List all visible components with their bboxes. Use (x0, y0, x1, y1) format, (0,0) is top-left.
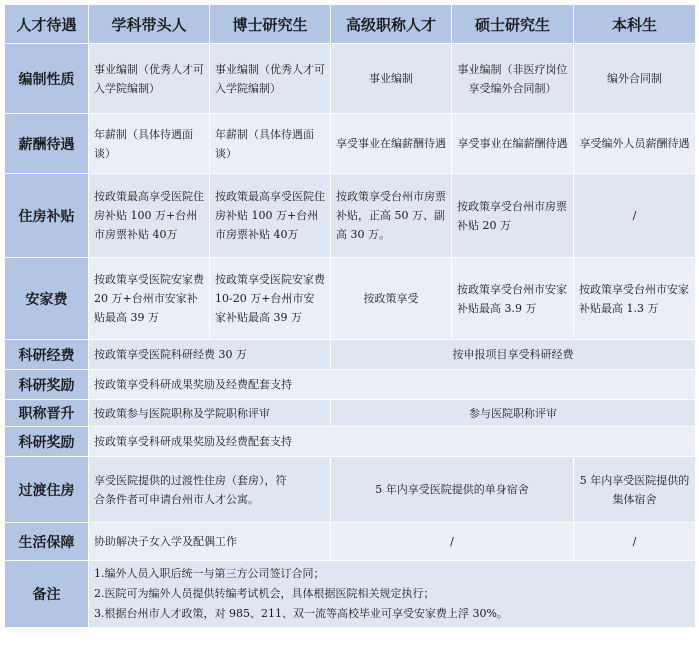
row-label-living-support: 生活保障 (5, 523, 89, 561)
cell-research-funding-leader-phd: 按政策享受医院科研经费 30 万 (89, 340, 331, 370)
cell-establishment-senior: 事业编制 (331, 44, 452, 114)
cell-housing-bachelor: / (574, 174, 696, 258)
remark-line-3: 3.根据台州市人才政策，对 985、211、双一流等高校毕业可享受安家费上浮 30%。 (94, 607, 508, 620)
cell-salary-senior: 享受事业在编薪酬待遇 (331, 114, 452, 174)
cell-settlement-bachelor: 按政策享受台州市安家补贴最高 1.3 万 (574, 258, 696, 340)
cell-settlement-leader: 按政策享受医院安家费 20 万+台州市安家补贴最高 39 万 (89, 258, 210, 340)
cell-title-promotion-leader-phd: 按政策参与医院职称及学院职称评审 (89, 400, 331, 427)
cell-settlement-phd: 按政策享受医院安家费 10-20 万+台州市安家补贴最高 39 万 (210, 258, 331, 340)
cell-establishment-leader: 事业编制（优秀人才可入学院编制） (89, 44, 210, 114)
row-housing-subsidy (5, 174, 696, 258)
row-label-transitional-housing: 过渡住房 (5, 457, 89, 523)
row-label-research-reward-2: 科研奖励 (5, 427, 89, 457)
cell-research-reward-1: 按政策享受科研成果奖励及经费配套支持 (89, 370, 696, 400)
row-label-settlement: 安家费 (5, 258, 89, 340)
header-row (5, 5, 696, 44)
row-remarks (5, 561, 696, 628)
row-establishment (5, 44, 696, 114)
row-research-funding (5, 340, 696, 370)
row-research-reward-1 (5, 370, 696, 400)
cell-housing-phd: 按政策最高享受医院住房补贴 100 万+台州市房票补贴 40万 (210, 174, 331, 258)
cell-transitional-housing-senior-master: 5 年内享受医院提供的单身宿舍 (331, 457, 574, 523)
cell-salary-phd: 年薪制（具体待遇面谈） (210, 114, 331, 174)
cell-salary-bachelor: 享受编外人员薪酬待遇 (574, 114, 696, 174)
row-label-title-promotion: 职称晋升 (5, 400, 89, 427)
cell-transitional-housing-leader-phd: 享受医院提供的过渡性住房（套房），符合条件者可申请台州市人才公寓。 (89, 457, 331, 523)
cell-remarks (89, 561, 696, 628)
header-cell-phd: 博士研究生 (210, 5, 331, 44)
row-label-establishment: 编制性质 (5, 44, 89, 114)
row-settlement (5, 258, 696, 340)
row-research-reward-2 (5, 427, 696, 457)
row-living-support (5, 523, 696, 561)
cell-housing-leader: 按政策最高享受医院住房补贴 100 万+台州市房票补贴 40万 (89, 174, 210, 258)
header-cell-discipline-leader: 学科带头人 (89, 5, 210, 44)
remark-line-2: 2.医院可为编外人员提供转编考试机会，具体根据医院相关规定执行； (94, 587, 435, 600)
header-cell-senior-title: 高级职称人才 (331, 5, 452, 44)
talent-benefits-table (4, 4, 696, 628)
cell-transitional-housing-bachelor: 5 年内享受医院提供的集体宿舍 (574, 457, 696, 523)
talent-benefits-table-container (4, 4, 695, 628)
cell-living-support-senior-master: / (331, 523, 574, 561)
cell-establishment-master: 事业编制（非医疗岗位享受编外合同制） (452, 44, 574, 114)
header-cell-category: 人才待遇 (5, 5, 89, 44)
header-cell-bachelor: 本科生 (574, 5, 696, 44)
row-title-promotion (5, 400, 696, 427)
cell-research-reward-2: 按政策享受科研成果奖励及经费配套支持 (89, 427, 696, 457)
cell-settlement-master: 按政策享受台州市安家补贴最高 3.9 万 (452, 258, 574, 340)
cell-research-funding-others: 按申报项目享受科研经费 (331, 340, 696, 370)
cell-establishment-phd: 事业编制（优秀人才可入学院编制） (210, 44, 331, 114)
row-salary (5, 114, 696, 174)
row-transitional-housing (5, 457, 696, 523)
cell-housing-master: 按政策享受台州市房票补贴 20 万 (452, 174, 574, 258)
row-label-research-reward-1: 科研奖励 (5, 370, 89, 400)
row-label-research-funding: 科研经费 (5, 340, 89, 370)
row-label-housing-subsidy: 住房补贴 (5, 174, 89, 258)
cell-salary-master: 享受事业在编薪酬待遇 (452, 114, 574, 174)
remark-line-1: 1.编外人员入职后统一与第三方公司签订合同； (94, 567, 325, 580)
cell-salary-leader: 年薪制（具体待遇面谈） (89, 114, 210, 174)
row-label-salary: 薪酬待遇 (5, 114, 89, 174)
row-label-remarks: 备注 (5, 561, 89, 628)
cell-living-support-bachelor: / (574, 523, 696, 561)
header-cell-master: 硕士研究生 (452, 5, 574, 44)
cell-living-support-leader-phd: 协助解决子女入学及配偶工作 (89, 523, 331, 561)
cell-housing-senior: 按政策享受台州市房票补贴，正高 50 万、副高 30 万。 (331, 174, 452, 258)
cell-settlement-senior: 按政策享受 (331, 258, 452, 340)
cell-establishment-bachelor: 编外合同制 (574, 44, 696, 114)
cell-title-promotion-others: 参与医院职称评审 (331, 400, 696, 427)
